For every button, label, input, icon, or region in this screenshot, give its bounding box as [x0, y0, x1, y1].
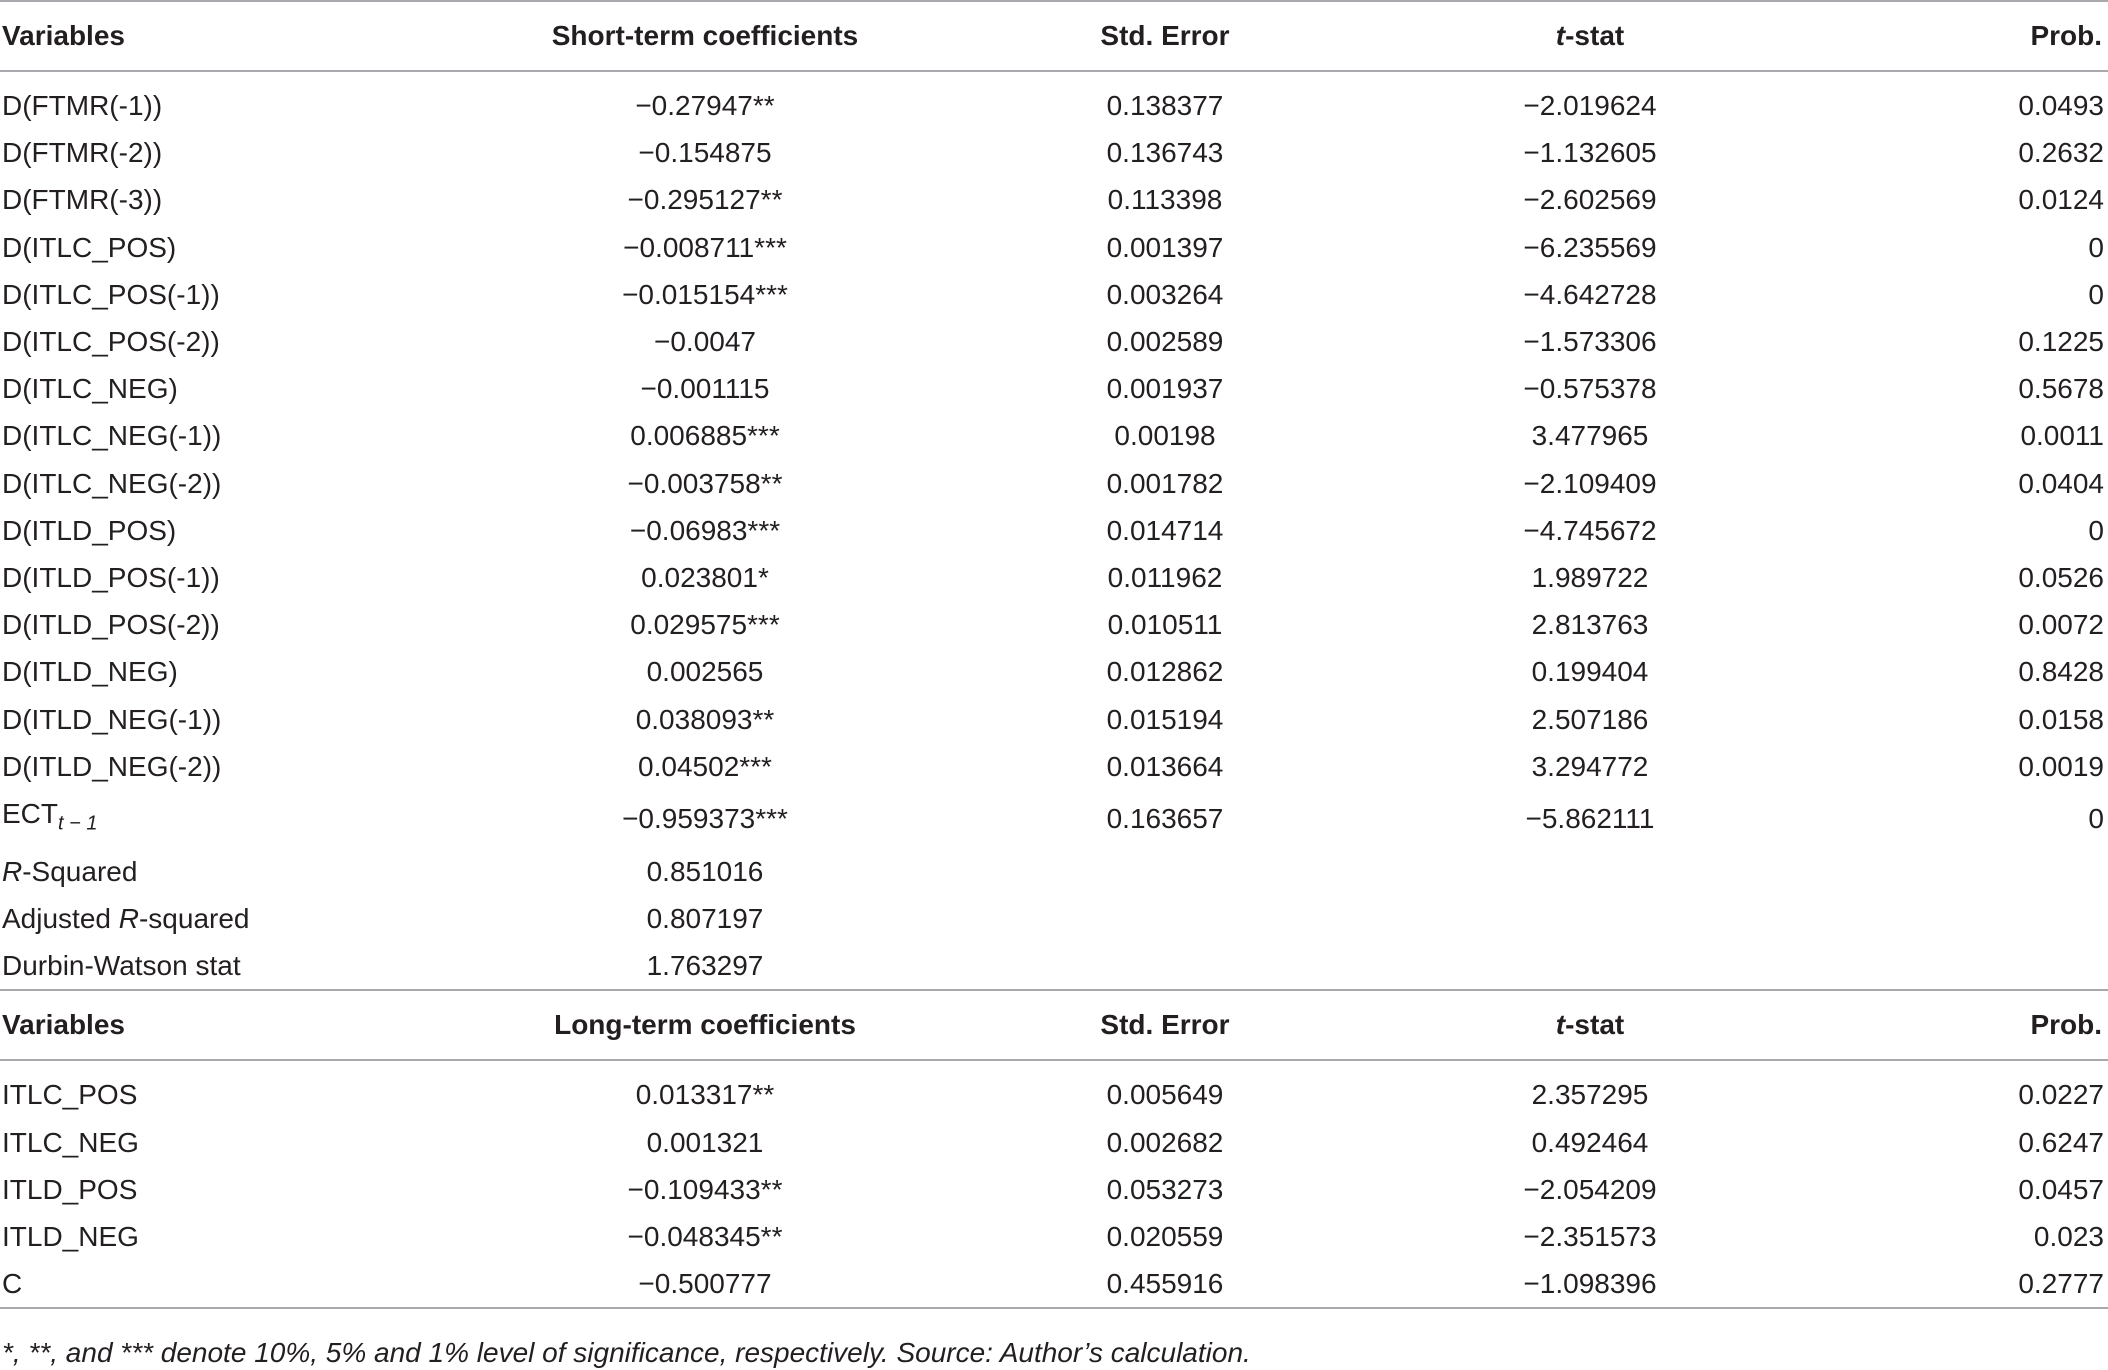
row-prob: 0.2777: [1820, 1260, 2108, 1308]
long-term-header: [0, 990, 2108, 1060]
table-row: [0, 460, 2108, 507]
table-row: [0, 365, 2108, 412]
row-prob: 0.0526: [2018, 562, 2104, 594]
table-row: [0, 412, 2108, 459]
row-t-stat: −2.602569: [1523, 184, 1657, 216]
row-variable: D(ITLC_NEG(-1)): [2, 420, 222, 452]
row-prob: 0.023: [2033, 1221, 2104, 1253]
row-variable: D(ITLD_NEG(-2)): [2, 750, 222, 782]
row-std-error: 0.002589: [1106, 326, 1224, 358]
row-t-stat: 2.357295: [1531, 1079, 1649, 1111]
row-t-stat: 3.477965: [1531, 420, 1649, 452]
row-prob: 0.1225: [2018, 326, 2104, 358]
row-coefficient: 0.013317**: [635, 1079, 775, 1111]
row-p-ect: 0: [2088, 803, 2104, 835]
adjusted-prefix: Adjusted: [2, 903, 119, 935]
row-variable: D(ITLD_POS(-2)): [2, 609, 220, 641]
short-term-header-row: [0, 1, 2108, 71]
row-variable: ITLC_NEG: [2, 1126, 139, 1158]
row-variable: D(FTMR(-3)): [2, 184, 163, 216]
row-prob: 0.0072: [2018, 609, 2104, 641]
row-t-stat: −4.642728: [1523, 278, 1657, 310]
row-prob: 0.6247: [2018, 1126, 2104, 1158]
r-squared-label: [0, 848, 440, 895]
row-t-stat: 0.492464: [1531, 1126, 1649, 1158]
row-std-error: 0.001782: [1106, 467, 1224, 499]
table-row: [0, 176, 2108, 223]
table-row-r-squared: [0, 848, 2108, 895]
row-coefficient: −0.154875: [638, 137, 772, 169]
adjusted-suffix: -squared: [138, 903, 250, 935]
row-coefficient: −0.27947**: [635, 90, 775, 121]
row-t-stat: −2.019624: [1523, 90, 1657, 121]
row-prob: 0.0404: [2018, 467, 2104, 499]
row-coefficient: −0.048345**: [627, 1221, 783, 1253]
row-std-error: 0.005649: [1106, 1079, 1224, 1111]
row-variable: D(ITLC_POS): [2, 231, 177, 263]
r-squared-suffix: -Squared: [22, 855, 138, 887]
row-t-stat: −0.575378: [1523, 373, 1657, 405]
row-prob: 0: [2088, 278, 2104, 310]
t-stat-suffix-long: -stat: [1565, 1009, 1625, 1041]
table-row: [0, 1119, 2108, 1166]
row-t-stat: −1.098396: [1360, 1260, 1820, 1308]
table-row: [0, 1260, 2108, 1308]
row-variable: D(FTMR(-2)): [2, 137, 163, 169]
table-row: [0, 71, 2108, 129]
row-prob: 0.0158: [2018, 703, 2104, 735]
durbin-watson-label: Durbin-Watson stat: [2, 950, 241, 982]
row-prob: 0: [2088, 231, 2104, 263]
row-std-error: 0.455916: [970, 1260, 1360, 1308]
table-row: [0, 696, 2108, 743]
row-std-error: 0.020559: [1106, 1221, 1224, 1253]
row-variable: D(FTMR(-1)): [2, 90, 163, 121]
row-coefficient: −0.008711***: [623, 231, 787, 263]
row-variable: D(ITLD_NEG): [2, 656, 178, 688]
row-coefficient: 0.006885***: [630, 420, 780, 452]
header-prob-long: Prob.: [1820, 990, 2108, 1060]
row-variable: C: [0, 1260, 440, 1308]
row-coefficient: −0.109433**: [627, 1173, 783, 1205]
row-t-stat: −1.573306: [1523, 326, 1657, 358]
row-std-error: 0.012862: [1106, 656, 1224, 688]
row-t-ect: −5.862111: [1525, 803, 1655, 835]
row-std-error: 0.002682: [1106, 1126, 1224, 1158]
t-stat-italic-long: t: [1555, 1009, 1566, 1041]
row-t-stat: 0.199404: [1531, 656, 1649, 688]
row-std-error: 0.010511: [1107, 609, 1223, 641]
row-coefficient: −0.06983***: [629, 514, 781, 546]
ect-base: ECT: [2, 798, 58, 830]
short-term-ect-and-stats: [0, 790, 2108, 990]
row-coefficient: 0.002565: [646, 656, 764, 688]
row-std-error: 0.053273: [1106, 1173, 1224, 1205]
row-prob: 0.0227: [2018, 1079, 2104, 1111]
long-term-body: [0, 1060, 2108, 1308]
row-std-error: 0.00198: [1114, 420, 1216, 452]
row-t-stat: −2.054209: [1523, 1173, 1657, 1205]
row-t-stat: 2.813763: [1531, 609, 1649, 641]
r-italic: R: [2, 855, 23, 887]
row-coefficient: 0.038093**: [635, 703, 775, 735]
row-variable: ITLC_POS: [2, 1079, 138, 1111]
row-prob: 0.0493: [2018, 90, 2104, 121]
row-variable: D(ITLC_POS(-2)): [2, 326, 220, 358]
header-variables-long: Variables: [0, 990, 440, 1060]
row-coef-ect: −0.959373***: [622, 803, 788, 835]
row-std-error: 0.013664: [1106, 750, 1224, 782]
row-coefficient: 0.029575***: [630, 609, 780, 641]
header-t-stat: [1360, 1, 1820, 71]
table-row: [0, 507, 2108, 554]
row-coefficient: 0.001321: [646, 1126, 764, 1158]
row-t-stat: −1.132605: [1523, 137, 1657, 169]
row-t-stat: −2.351573: [1523, 1221, 1657, 1253]
table-row: [0, 601, 2108, 648]
row-coefficient: −0.001115: [640, 373, 770, 405]
row-prob: 0.0457: [2018, 1173, 2104, 1205]
row-std-error: 0.001937: [1106, 373, 1224, 405]
header-variables: Variables: [0, 1, 440, 71]
row-coefficient: −0.500777: [440, 1260, 970, 1308]
row-prob: 0.2632: [2018, 137, 2104, 169]
table-row: [0, 1060, 2108, 1118]
row-std-error: 0.136743: [1106, 137, 1224, 169]
row-coefficient: −0.015154***: [622, 278, 788, 310]
header-prob: Prob.: [1820, 1, 2108, 71]
table-row-durbin-watson: [0, 942, 2108, 990]
row-se-ect: 0.163657: [1106, 803, 1224, 835]
row-variable: ITLD_NEG: [2, 1221, 139, 1253]
table-row: [0, 271, 2108, 318]
durbin-watson-value: 1.763297: [646, 950, 764, 982]
row-std-error: 0.003264: [1106, 278, 1224, 310]
adjusted-r-italic: R: [118, 903, 139, 935]
row-variable-ect: [0, 790, 440, 848]
header-t-stat-long: [1360, 990, 1820, 1060]
row-variable: D(ITLC_NEG): [2, 373, 178, 405]
table-row: [0, 1213, 2108, 1260]
r-squared-value: 0.851016: [646, 855, 764, 887]
table-row-ect: [0, 790, 2108, 848]
row-coefficient: 0.04502***: [638, 750, 772, 782]
table-row: [0, 318, 2108, 365]
row-std-error: 0.138377: [1106, 90, 1224, 121]
header-long-term-coefficients: Long-term coefficients: [440, 990, 970, 1060]
row-std-error: 0.011962: [1107, 562, 1223, 594]
table-row: [0, 1166, 2108, 1213]
short-term-body: [0, 71, 2108, 790]
row-coefficient: −0.0047: [654, 326, 756, 358]
table-footnote: *, **, and *** denote 10%, 5% and 1% level of significance, respectively. Source: Author’s calculation.: [2, 1337, 1251, 1368]
row-variable: D(ITLC_POS(-1)): [2, 278, 220, 310]
row-prob: 0.0124: [2018, 184, 2104, 216]
row-t-stat: −4.745672: [1523, 514, 1657, 546]
row-prob: 0.0019: [2018, 750, 2104, 782]
row-coefficient: −0.003758**: [627, 467, 783, 499]
row-variable: D(ITLD_POS(-1)): [2, 562, 220, 594]
row-prob: 0: [2088, 514, 2104, 546]
table-row: [0, 129, 2108, 176]
header-std-error-long: Std. Error: [970, 990, 1360, 1060]
row-variable: D(ITLD_POS): [2, 514, 177, 546]
row-variable: D(ITLC_NEG(-2)): [2, 467, 222, 499]
adjusted-r-squared-value: 0.807197: [646, 903, 764, 935]
row-t-stat: −6.235569: [1523, 231, 1657, 263]
t-stat-italic: t: [1555, 20, 1566, 51]
row-std-error: 0.014714: [1106, 514, 1224, 546]
row-std-error: 0.015194: [1106, 703, 1224, 735]
row-t-stat: 2.507186: [1531, 703, 1649, 735]
row-prob: 0.8428: [2018, 656, 2104, 688]
row-t-stat: −2.109409: [1523, 467, 1657, 499]
adjusted-r-squared-label: [0, 895, 440, 942]
row-std-error: 0.001397: [1106, 231, 1224, 263]
table-row: [0, 648, 2108, 695]
header-short-term-coefficients: Short-term coefficients: [440, 1, 970, 71]
row-std-error: 0.113398: [1107, 184, 1223, 216]
t-stat-suffix: -stat: [1565, 20, 1625, 51]
row-t-stat: 1.989722: [1531, 562, 1649, 594]
row-prob: 0.5678: [2018, 373, 2104, 405]
row-variable: ITLD_POS: [2, 1173, 138, 1205]
ect-subscript: t − 1: [58, 812, 98, 835]
table-row: [0, 743, 2108, 790]
row-variable: D(ITLD_NEG(-1)): [2, 703, 222, 735]
table-row: [0, 554, 2108, 601]
row-coefficient: 0.023801*: [641, 562, 769, 594]
row-coefficient: −0.295127**: [627, 184, 783, 216]
row-prob: 0.0011: [2020, 420, 2104, 452]
header-std-error: Std. Error: [970, 1, 1360, 71]
long-term-header-row: [0, 990, 2108, 1060]
table-row-adjusted-r-squared: [0, 895, 2108, 942]
row-t-stat: 3.294772: [1531, 750, 1649, 782]
table-row: [0, 224, 2108, 271]
